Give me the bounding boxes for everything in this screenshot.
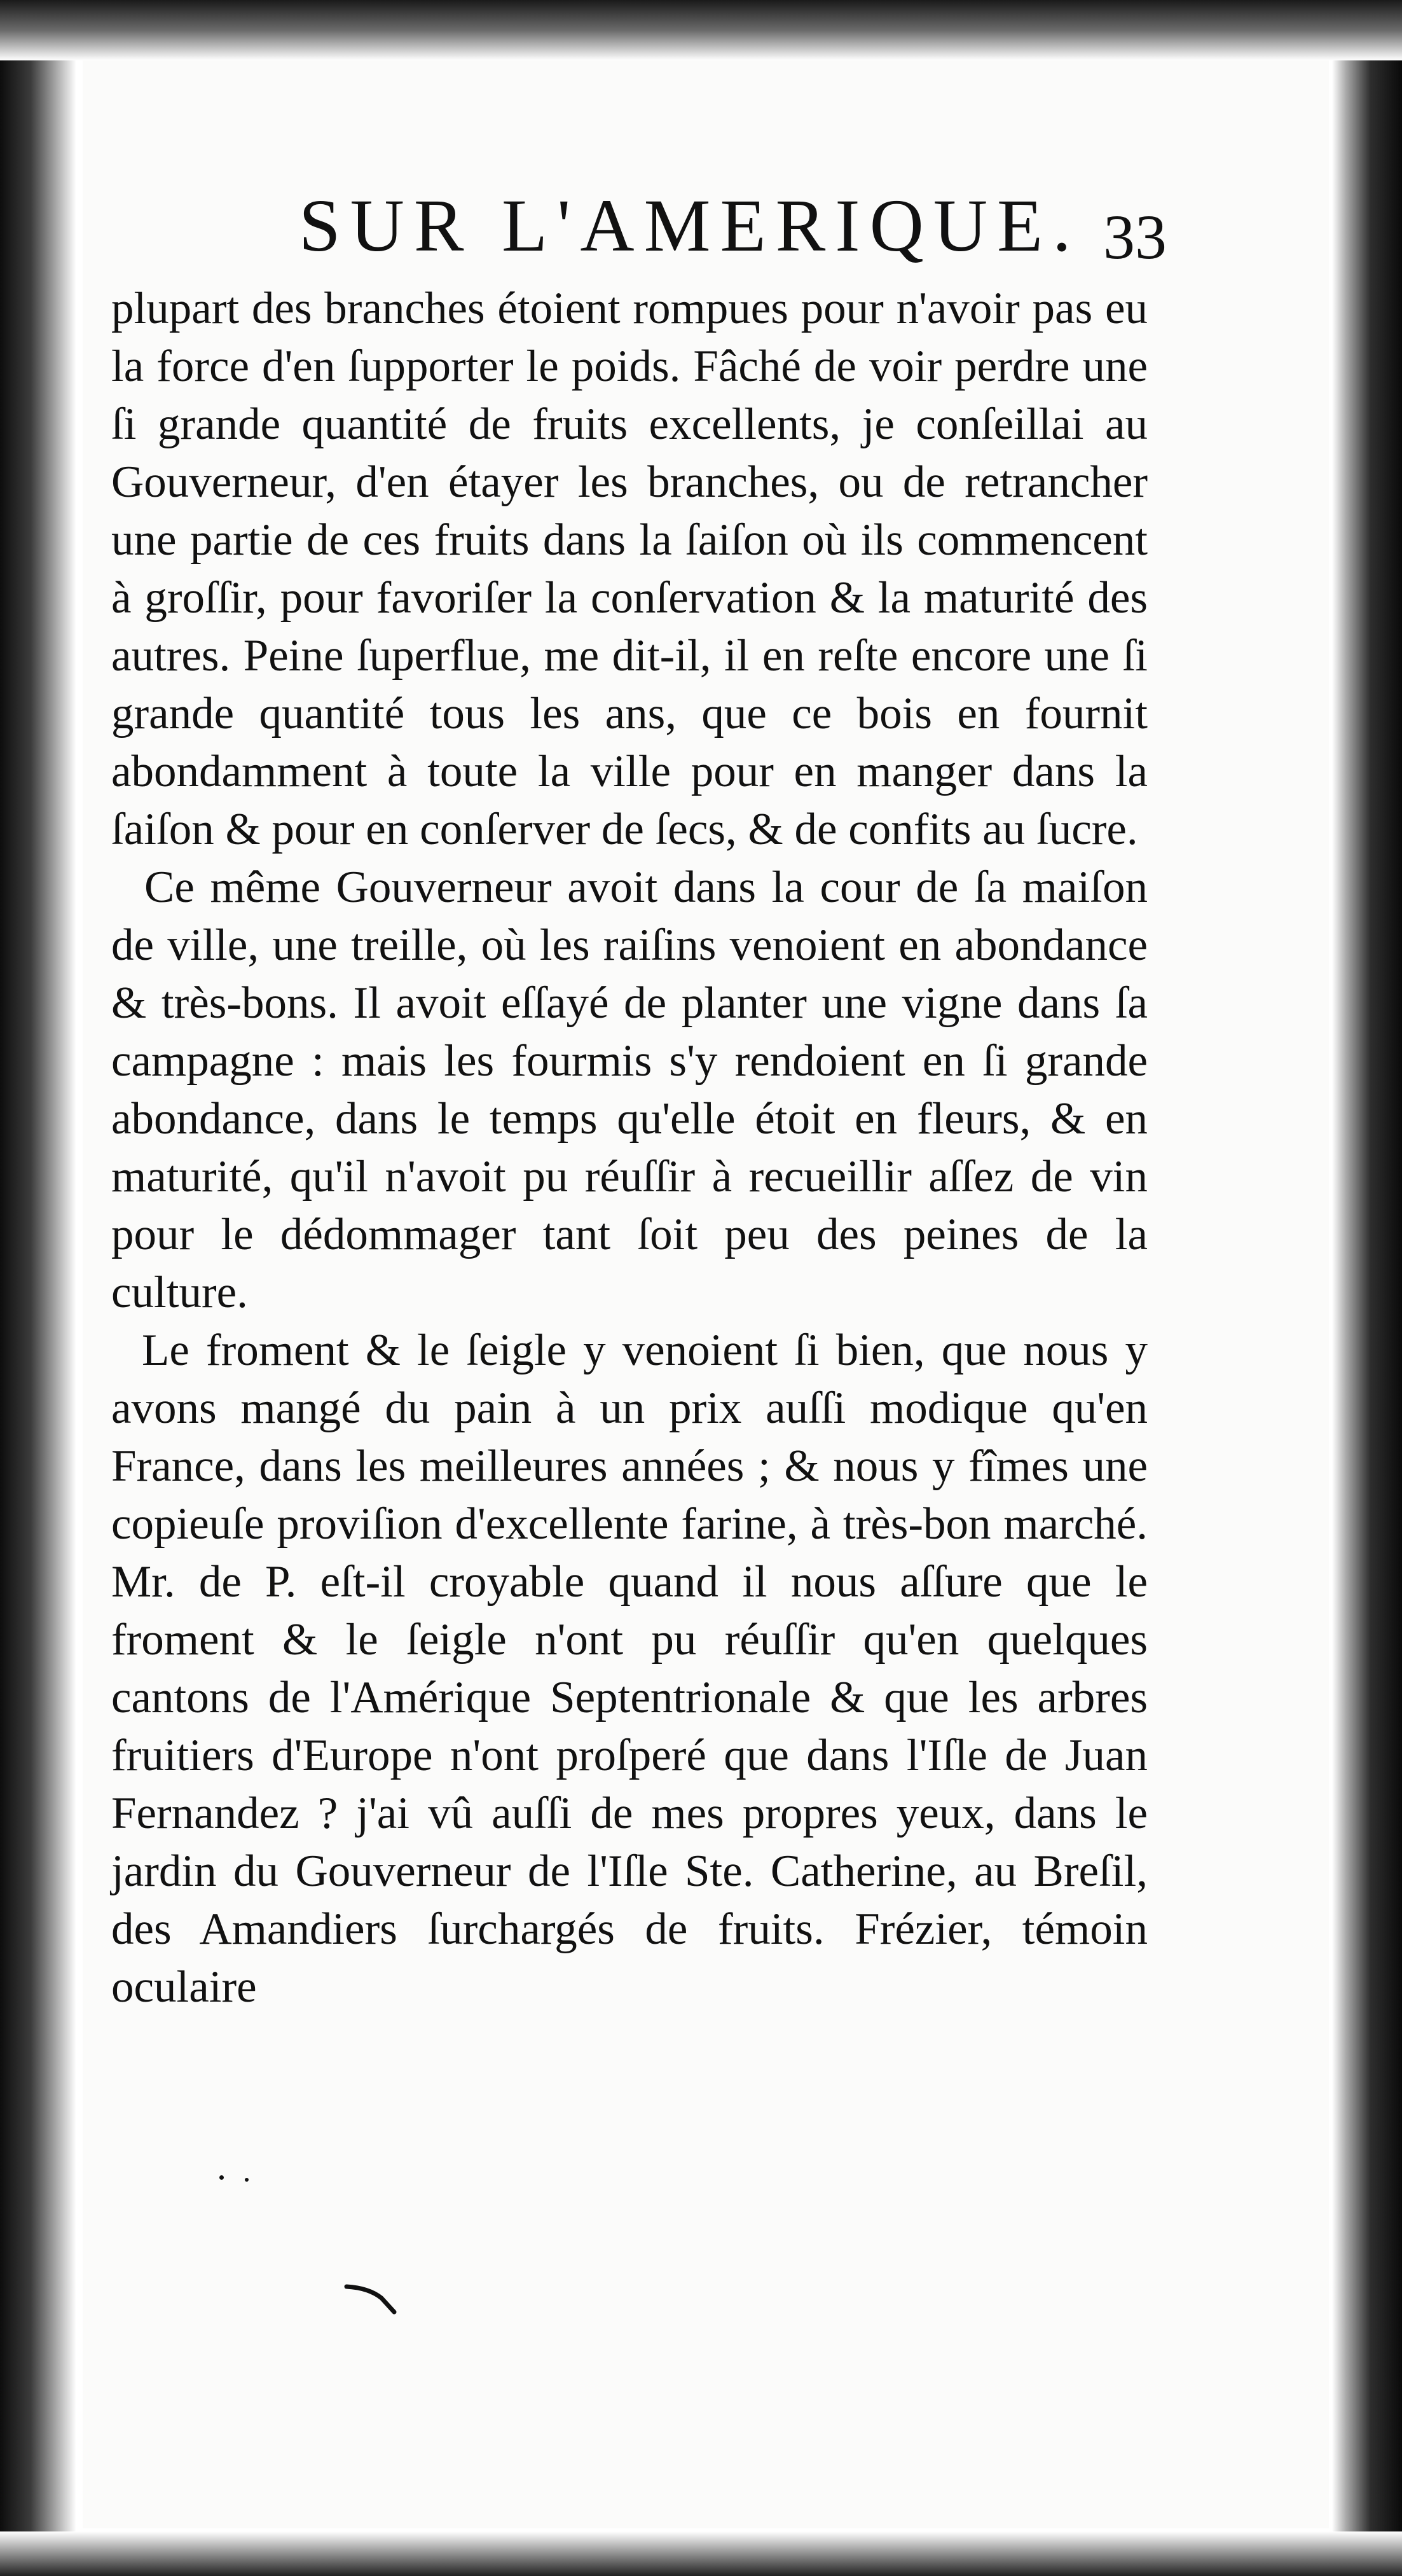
body-text xyxy=(111,280,1148,2016)
running-title: SUR L'AMERIQUE. xyxy=(299,184,1081,267)
scan-edge-bottom xyxy=(0,2531,1402,2576)
ink-mark-icon xyxy=(343,2280,401,2318)
page-number: 33 xyxy=(1103,202,1167,272)
scan-edge-top xyxy=(0,0,1402,60)
paragraph: Ce même Gouverneur avoit dans la cour de ſa maiſon de ville, une treille, où les raiſins venoient en abondance & très-bons. Il avoit eſſayé de planter une vigne dans ſa campagne : mais les fourmis s'y rendoient en ſi grande abondance, dans le temps qu'elle étoit en fleurs, & en maturité, qu'il n'avoit pu réuſſir à recueillir aſſez de vin pour le dédommager tant ſoit peu des peines de la culture. xyxy=(111,862,1148,1317)
ink-speck xyxy=(245,2178,249,2182)
ink-speck xyxy=(219,2175,224,2180)
scan-edge-left xyxy=(0,0,76,2576)
page-header xyxy=(118,178,1167,274)
scan-edge-right xyxy=(1332,0,1402,2576)
paragraph: plupart des branches étoient rompues pour n'avoir pas eu la force d'en ſupporter le poids. Fâché de voir perdre une ſi grande quantité de fruits excellents, je conſeillai au Gouverneur, d'en étayer les branches, ou de retrancher une partie de ces fruits dans la ſaiſon où ils commencent à groſſir, pour favoriſer la conſervation & la maturité des autres. Peine ſuperflue, me dit-il, il en reſte encore une ſi grande quantité tous les ans, que ce bois en fournit abondamment à toute la ville pour en manger dans la ſaiſon & pour en conſerver de ſecs, & de confits au ſucre. xyxy=(111,284,1148,854)
paragraph: Le froment & le ſeigle y venoient ſi bien, que nous y avons mangé du pain à un prix auſſi modique qu'en France, dans les meilleures années ; & nous y fîmes une copieuſe proviſion d'excellente farine, à très-bon marché. Mr. de P. eſt-il croyable quand il nous aſſure que le froment & le ſeigle n'ont pu réuſſir qu'en quelques cantons de l'Amérique Septentrionale & que les arbres fruitiers d'Europe n'ont proſperé que dans l'Iſle de Juan Fernandez ? j'ai vû auſſi de mes propres yeux, dans le jardin du Gouverneur de l'Iſle Ste. Catherine, au Breſil, des Amandiers ſurchargés de fruits. Frézier, témoin oculaire xyxy=(111,1326,1148,2012)
